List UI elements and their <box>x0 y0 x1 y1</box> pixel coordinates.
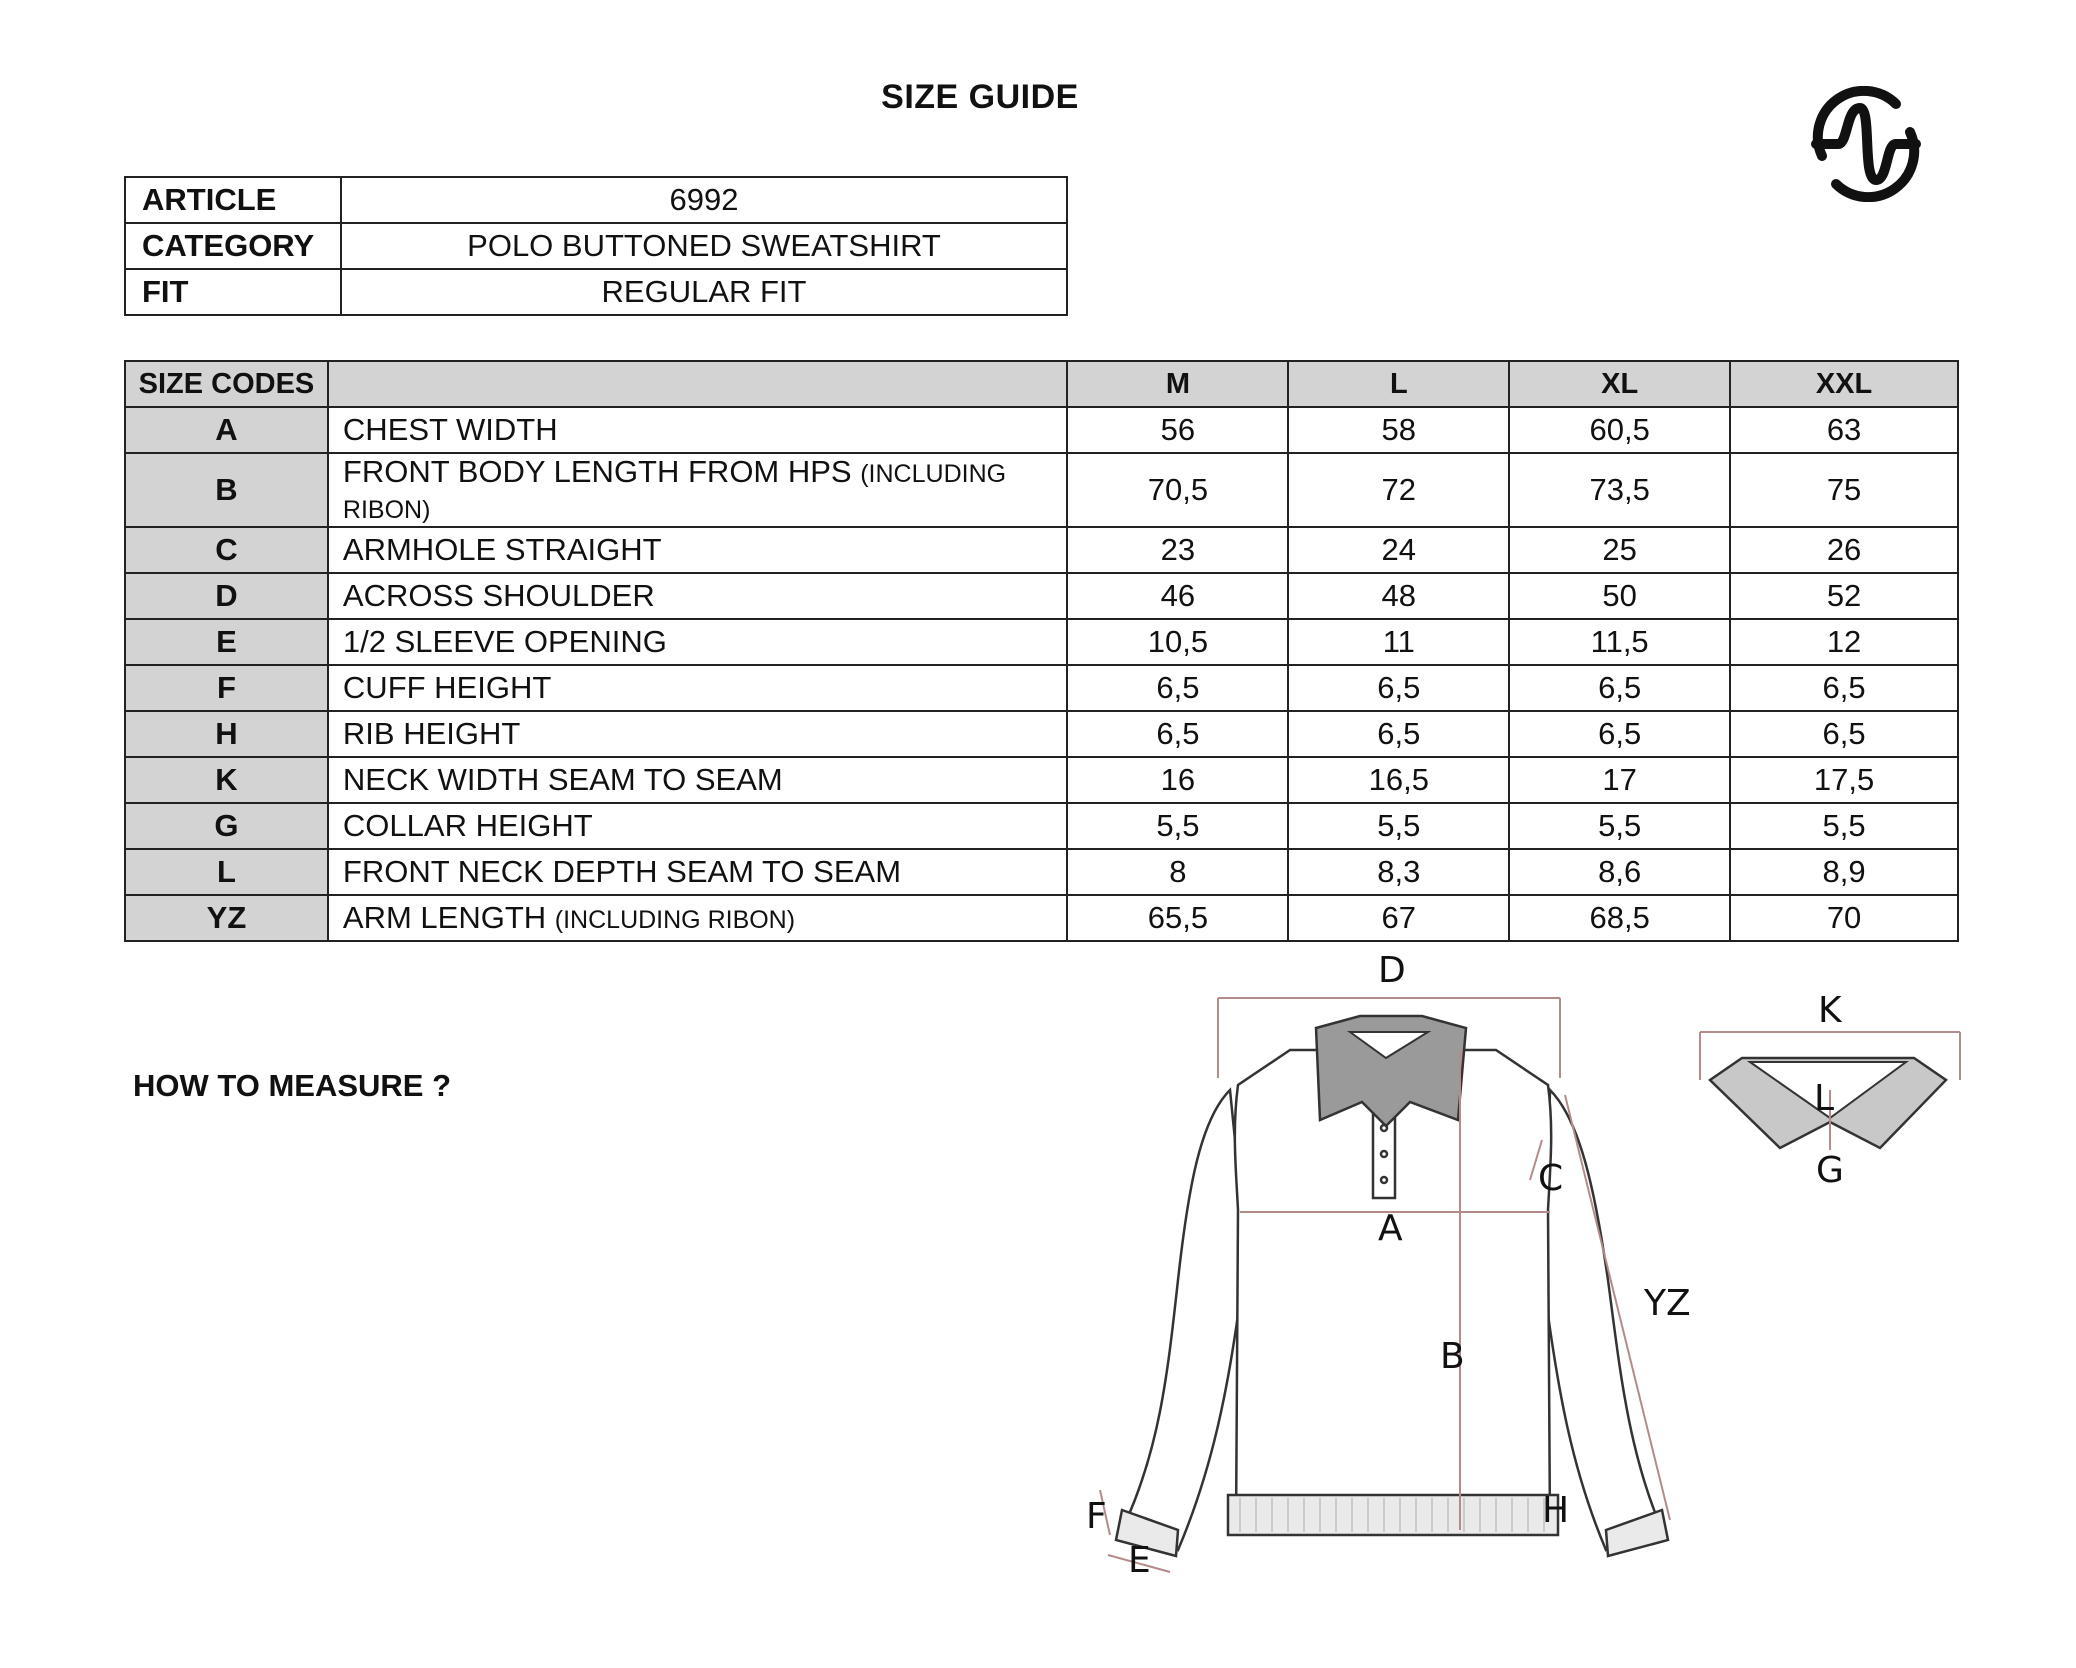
info-row-category <box>125 223 1067 269</box>
measurement-value: 12 <box>1730 619 1958 665</box>
page-title: SIZE GUIDE <box>881 78 1079 116</box>
measurement-label: ACROSS SHOULDER <box>342 578 655 613</box>
diagram-label-b: B <box>1440 1336 1465 1377</box>
measurement-description <box>328 711 1068 757</box>
measurement-value: 6,5 <box>1067 711 1288 757</box>
measurement-value: 16,5 <box>1288 757 1509 803</box>
table-row <box>125 757 1958 803</box>
measurement-value: 58 <box>1288 407 1509 453</box>
measurement-label: FRONT BODY LENGTH FROM HPS <box>342 454 861 489</box>
measurement-value: 48 <box>1288 573 1509 619</box>
measurement-description <box>328 849 1068 895</box>
measurement-value: 17 <box>1509 757 1730 803</box>
diagram-label-k: K <box>1818 990 1842 1031</box>
measurement-value: 8,9 <box>1730 849 1958 895</box>
info-value: REGULAR FIT <box>341 269 1067 315</box>
size-code: L <box>125 849 328 895</box>
measurement-label: COLLAR HEIGHT <box>342 808 593 843</box>
measurement-note: (INCLUDING RIBON) <box>342 460 1007 524</box>
measurement-description <box>328 803 1068 849</box>
measurement-label: FRONT NECK DEPTH SEAM TO SEAM <box>342 854 902 889</box>
measurement-value: 26 <box>1730 527 1958 573</box>
size-code: C <box>125 527 328 573</box>
measurement-label: CUFF HEIGHT <box>342 670 552 705</box>
info-value: 6992 <box>341 177 1067 223</box>
measurement-description <box>328 895 1068 941</box>
description-header <box>328 361 1068 407</box>
measurement-label: CHEST WIDTH <box>342 412 558 447</box>
collar-detail <box>1700 990 1960 1191</box>
size-code: E <box>125 619 328 665</box>
measurement-description <box>328 407 1068 453</box>
measurement-label: ARMHOLE STRAIGHT <box>342 532 662 567</box>
table-row <box>125 527 1958 573</box>
table-row <box>125 711 1958 757</box>
diagram-label-f: F <box>1086 1496 1107 1537</box>
size-code: K <box>125 757 328 803</box>
measurement-value: 6,5 <box>1067 665 1288 711</box>
measurement-value: 8,3 <box>1288 849 1509 895</box>
size-code: F <box>125 665 328 711</box>
measurement-value: 52 <box>1730 573 1958 619</box>
measurement-value: 6,5 <box>1509 665 1730 711</box>
measurement-value: 75 <box>1730 453 1958 527</box>
sweatshirt-outline <box>1116 1050 1668 1556</box>
measurement-value: 23 <box>1067 527 1288 573</box>
table-row <box>125 619 1958 665</box>
measurement-value: 17,5 <box>1730 757 1958 803</box>
measurement-description <box>328 665 1068 711</box>
measurement-value: 11,5 <box>1509 619 1730 665</box>
measurement-description <box>328 453 1068 527</box>
table-row <box>125 573 1958 619</box>
measurement-value: 6,5 <box>1509 711 1730 757</box>
diagram-label-e: E <box>1128 1540 1151 1581</box>
size-header-l: L <box>1288 361 1509 407</box>
table-row <box>125 803 1958 849</box>
diagram-label-g: G <box>1816 1150 1844 1191</box>
size-header-m: M <box>1067 361 1288 407</box>
diagram-label-d: D <box>1378 950 1406 991</box>
info-row-fit <box>125 269 1067 315</box>
measurement-note: (INCLUDING RIBON) <box>554 906 796 934</box>
measurement-value: 25 <box>1509 527 1730 573</box>
measurement-label: ARM LENGTH <box>342 900 555 935</box>
measurement-label: NECK WIDTH SEAM TO SEAM <box>342 762 783 797</box>
measurement-value: 63 <box>1730 407 1958 453</box>
size-code: A <box>125 407 328 453</box>
table-row <box>125 453 1958 527</box>
measurement-value: 24 <box>1288 527 1509 573</box>
measurement-label: RIB HEIGHT <box>342 716 521 751</box>
measurement-value: 5,5 <box>1288 803 1509 849</box>
measurement-value: 72 <box>1288 453 1509 527</box>
table-row <box>125 849 1958 895</box>
size-codes-header: SIZE CODES <box>125 361 328 407</box>
measurement-value: 8,6 <box>1509 849 1730 895</box>
measurement-value: 6,5 <box>1288 665 1509 711</box>
table-row <box>125 407 1958 453</box>
size-code: YZ <box>125 895 328 941</box>
diagram-label-a: A <box>1378 1208 1403 1249</box>
measurement-value: 56 <box>1067 407 1288 453</box>
measurement-value: 16 <box>1067 757 1288 803</box>
measurement-description <box>328 527 1068 573</box>
size-table-header <box>125 361 1958 407</box>
info-key: FIT <box>125 269 341 315</box>
size-table <box>124 360 1959 942</box>
measurement-value: 60,5 <box>1509 407 1730 453</box>
size-code: B <box>125 453 328 527</box>
measurement-value: 70,5 <box>1067 453 1288 527</box>
measurement-description <box>328 619 1068 665</box>
measurement-description <box>328 757 1068 803</box>
measurement-value: 46 <box>1067 573 1288 619</box>
measurement-value: 67 <box>1288 895 1509 941</box>
info-key: ARTICLE <box>125 177 341 223</box>
measurement-value: 70 <box>1730 895 1958 941</box>
measurement-value: 6,5 <box>1730 711 1958 757</box>
size-code: H <box>125 711 328 757</box>
size-code: D <box>125 573 328 619</box>
size-header-xxl: XXL <box>1730 361 1958 407</box>
measurement-value: 10,5 <box>1067 619 1288 665</box>
measurement-label: 1/2 SLEEVE OPENING <box>342 624 667 659</box>
measurement-value: 73,5 <box>1509 453 1730 527</box>
measurement-value: 68,5 <box>1509 895 1730 941</box>
table-row <box>125 665 1958 711</box>
diagram-label-yz: YZ <box>1644 1283 1691 1324</box>
how-to-measure-heading: HOW TO MEASURE ? <box>133 1068 452 1103</box>
size-code: G <box>125 803 328 849</box>
measurement-value: 5,5 <box>1067 803 1288 849</box>
measurement-description <box>328 573 1068 619</box>
diagram-label-c: C <box>1538 1158 1564 1199</box>
size-header-xl: XL <box>1509 361 1730 407</box>
measurement-value: 6,5 <box>1730 665 1958 711</box>
measurement-value: 5,5 <box>1509 803 1730 849</box>
measurement-value: 5,5 <box>1730 803 1958 849</box>
diagram-label-h: H <box>1542 1490 1570 1531</box>
measurement-value: 6,5 <box>1288 711 1509 757</box>
article-info-table <box>124 176 1068 316</box>
info-key: CATEGORY <box>125 223 341 269</box>
measurement-value: 50 <box>1509 573 1730 619</box>
diagram-label-l: L <box>1814 1078 1835 1119</box>
info-value: POLO BUTTONED SWEATSHIRT <box>341 223 1067 269</box>
table-row <box>125 895 1958 941</box>
measurement-value: 65,5 <box>1067 895 1288 941</box>
info-row-article <box>125 177 1067 223</box>
wave-circle-logo-icon <box>1808 86 1924 202</box>
measurement-value: 8 <box>1067 849 1288 895</box>
measurement-value: 11 <box>1288 619 1509 665</box>
measurement-diagram <box>1060 950 1980 1590</box>
